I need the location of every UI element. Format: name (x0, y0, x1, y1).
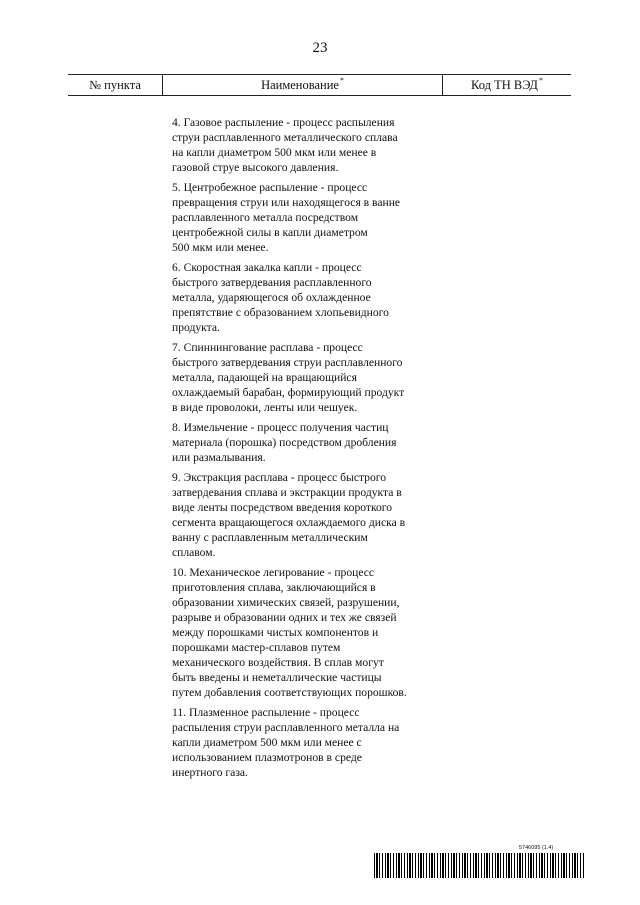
footnote-mark: * (538, 75, 543, 85)
column-header-number-label: № пункта (89, 77, 141, 92)
barcode-label: 5746095 (1.4) (519, 845, 554, 851)
definition-item: 10. Механическое легирование - процесс приготовления сплава, заключающийся в образовании химических связей, разрушении, разрыве и образовании одних и тех же связей между порошками чистых компонентов и порошками мастер-сплавов путем механического воздействия. В сплав могут быть введены и неметаллические частицы путем добавления соответствующих порошков. (172, 566, 407, 699)
definition-item: 11. Плазменное распыление - процесс распыления струи расплавленного металла на капли диаметром 500 мкм или менее с использованием плазмотронов в среде инертного газа. (172, 706, 400, 779)
column-header-code-label: Код ТН ВЭД (471, 77, 538, 92)
page-number: 23 (312, 40, 328, 56)
column-header-code (443, 75, 571, 95)
column-header-number (68, 75, 163, 95)
definition-item: 6. Скоростная закалка капли - процесс быстрого затвердевания расплавленного металла, ударяющегося об охлажденное препятствие с образованием хлопьевидного продукта. (172, 261, 389, 334)
column-header-name-label: Наименование (261, 77, 339, 92)
definition-item: 7. Спиннингование расплава - процесс быстрого затвердевания струи расплавленного металла, падающей на вращающийся охлаждаемый барабан, формирующий продукт в виде проволоки, ленты или чешуек. (172, 341, 405, 414)
definition-item: 8. Измельчение - процесс получения частиц материала (порошка) посредством дробления или размалывания. (172, 421, 397, 464)
definition-item: 9. Экстракция расплава - процесс быстрого затвердевания сплава и экстракции продукта в виде ленты посредством введения короткого сегмента вращающегося охлаждаемого диска в ванну с расплавленным металлическим сплавом. (172, 471, 406, 559)
barcode (374, 853, 584, 878)
definition-item: 4. Газовое распыление - процесс распыления струи расплавленного металлического сплава на капли диаметром 500 мкм или менее в газовой струе высокого давления. (172, 116, 398, 174)
footnote-mark: * (339, 75, 344, 85)
table-header (68, 74, 571, 96)
definition-item: 5. Центробежное распыление - процесс превращения струи или находящегося в ванне расплавленного металла посредством центробежной силы в капли диаметром 500 мкм или менее. (172, 181, 401, 254)
definitions-list (172, 115, 442, 785)
column-header-name (163, 75, 443, 95)
